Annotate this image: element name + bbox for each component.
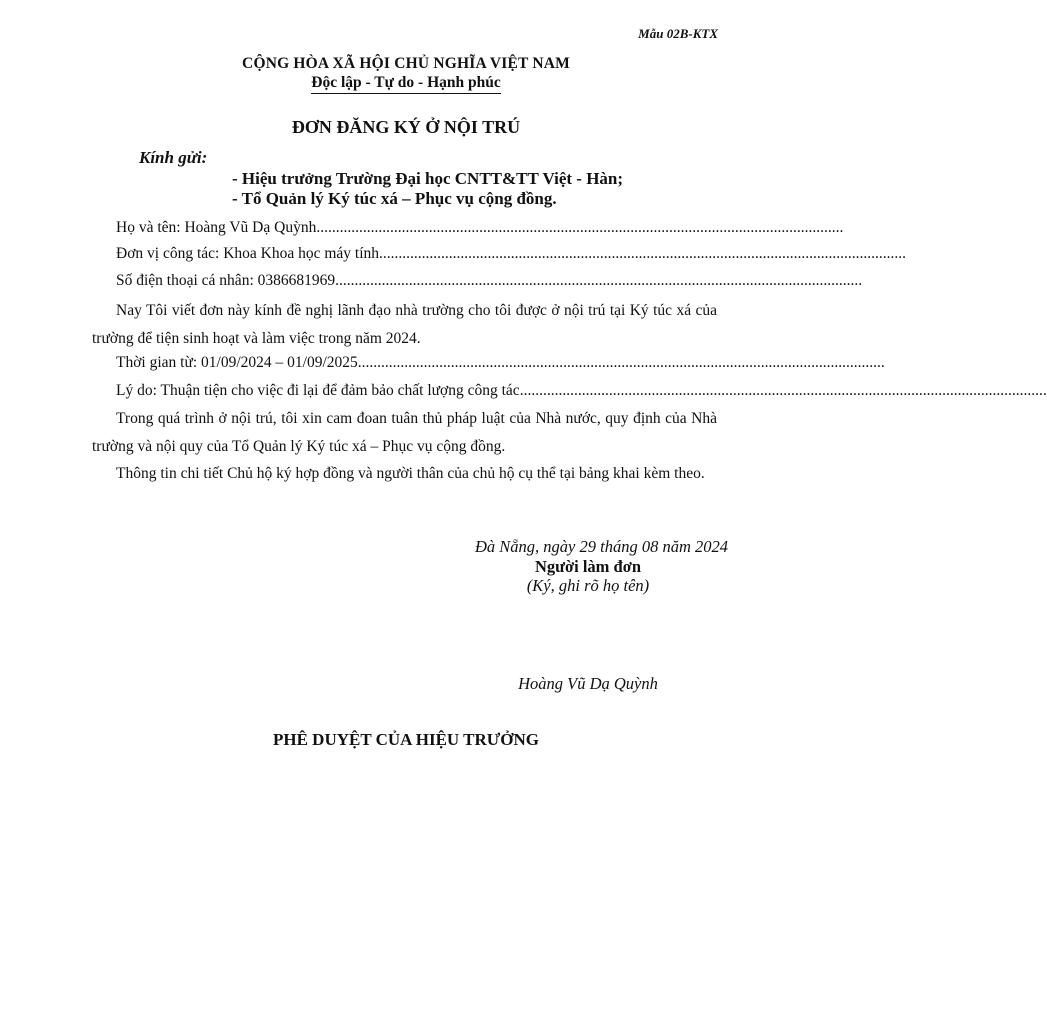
attachment-paragraph: Thông tin chi tiết Chủ hộ ký hợp đồng và người thân của chủ hộ cụ thể tại bảng khai kèm theo. [116,465,705,482]
work-unit-value: Đơn vị công tác: Khoa Khoa học máy tính [116,245,380,262]
dotted-leader: ........................................................................................................................................ [316,219,844,236]
request-paragraph: Nay Tôi viết đơn này kính đề nghị lãnh đạo nhà trường cho tôi được ở nội trú tại Ký túc xá của trường để tiện sinh hoạt và làm việc trong năm 2024. [92,302,717,347]
dotted-leader: ........................................................................................................................................ [519,382,1047,399]
time-range-field [116,354,885,372]
time-range-value: Thời gian từ: 01/09/2024 – 01/09/2025 [116,354,358,371]
document-title: ĐƠN ĐĂNG KÝ Ở NỘI TRÚ [291,117,521,137]
motto-container [0,74,812,94]
approval-heading: PHÊ DUYỆT CỦA HIỆU TRƯỞNG [272,730,540,749]
full-name-value: Họ và tên: Hoàng Vũ Dạ Quỳnh [116,219,317,236]
dotted-leader: ........................................................................................................................................ [357,354,885,371]
national-title: CỘNG HÒA XÃ HỘI CHỦ NGHĨA VIỆT NAM [242,55,570,72]
dotted-leader: ........................................................................................................................................ [379,245,907,262]
reason-value: Lý do: Thuận tiện cho việc đi lại để đảm bảo chất lượng công tác [116,382,520,399]
dotted-leader: ........................................................................................................................................ [335,272,863,289]
commitment-paragraph: Trong quá trình ở nội trú, tôi xin cam đoan tuân thủ pháp luật của Nhà nước, quy định của Nhà trường và nội quy của Tổ Quản lý Ký túc xá – Phục vụ cộng đồng. [92,410,717,455]
recipient-dormitory: - Tổ Quản lý Ký túc xá – Phục vụ cộng đồng. [232,189,557,208]
place-date: Đà Nẵng, ngày 29 tháng 08 năm 2024 [475,537,728,556]
full-name-field [116,219,844,237]
reason-field [116,382,1047,400]
salutation-label: Kính gửi: [139,148,208,167]
signer-name: Hoàng Vũ Dạ Quỳnh [518,674,658,693]
phone-value: Số điện thoại cá nhân: 0386681969 [116,272,336,289]
signer-title: Người làm đơn [534,557,642,576]
national-motto: Độc lập - Tự do - Hạnh phúc [311,74,500,94]
form-code: Mẫu 02B-KTX [638,26,718,41]
phone-field [116,272,863,290]
recipient-principal: - Hiệu trưởng Trường Đại học CNTT&TT Việt - Hàn; [232,169,624,188]
work-unit-field [116,245,907,263]
signer-hint: (Ký, ghi rõ họ tên) [526,576,650,595]
